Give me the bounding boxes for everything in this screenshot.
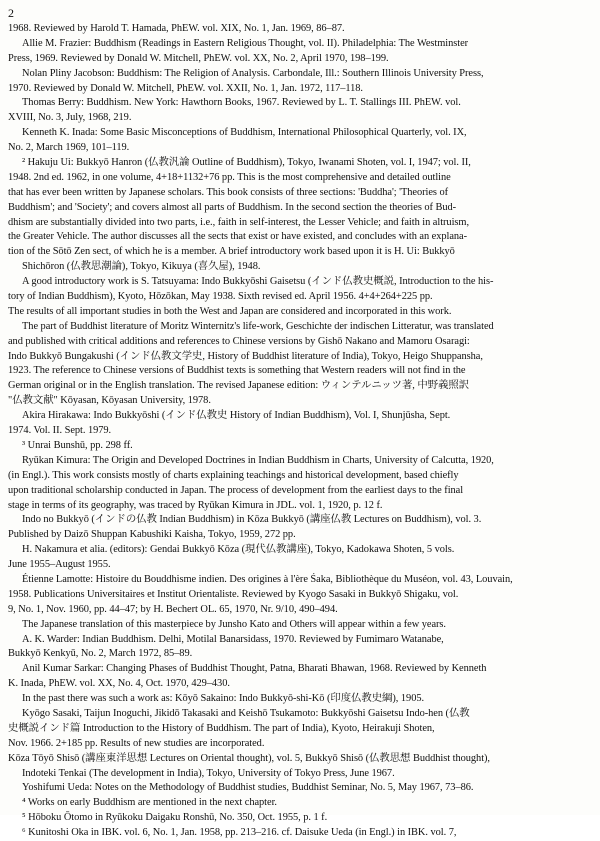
text-line: 1948. 2nd ed. 1962, in one volume, 4+18+1132+76 pp. This is the most comprehensive and detailed outline	[8, 171, 451, 183]
text-line: Ryūkan Kimura: The Origin and Developed Doctrines in Indian Buddhism in Charts, University of Calcutta, 1920,	[22, 454, 494, 466]
text-line: XVIII, No. 3, July, 1968, 219.	[8, 112, 132, 124]
text-line: Anil Kumar Sarkar: Changing Phases of Buddhist Thought, Patna, Bharati Bhawan, 1968. Reviewed by Kenneth	[22, 663, 487, 675]
text-line: The Japanese translation of this masterpiece by Junsho Kato and Others will appear within a few years.	[22, 618, 446, 630]
text-line: Shichōron (仏教思潮論), Tokyo, Kikuya (喜久屋), 1948.	[22, 261, 261, 273]
text-line: Étienne Lamotte: Histoire du Bouddhisme indien. Des origines à l'ère Śaka, Bibliothèque du Muséon, vol. 43, Louvain,	[22, 573, 513, 585]
text-line: Indo Bukkyō Bungakushi (インド仏教文学史, History of Buddhist literature of India), Tokyo, Heigo Shuppansha,	[8, 350, 483, 362]
text-line: 9, No. 1, Nov. 1960, pp. 44–47; by H. Bechert OL. 65, 1970, Nr. 9/10, 490–494.	[8, 603, 338, 615]
text-line: tion of the Sōtō Zen sect, of which he is a member. A brief introductory work based upon it is H. Ui: Bukkyō	[8, 246, 455, 258]
text-line: German original or in the English translation. The revised Japanese edition: ウィンテルニッツ著, 中野義照訳	[8, 380, 470, 392]
text-line: Kenneth K. Inada: Some Basic Misconceptions of Buddhism, International Philosophical Quarterly, vol. IX,	[22, 127, 467, 139]
text-line: "仏教文献" Kōyasan, Kōyasan University, 1978.	[8, 395, 211, 407]
text-line: Kyōgo Sasaki, Taijun Inoguchi, Jikidō Takasaki and Keishō Tsukamoto: Bukkyōshi Gaisetsu Indo-hen (仏教	[22, 707, 470, 719]
text-line: Nolan Pliny Jacobson: Buddhism: The Religion of Analysis. Carbondale, Ill.: Southern Illinois University Press,	[22, 67, 484, 79]
text-line: A good introductory work is S. Tatsuyama: Indo Bukkyōshi Gaisetsu (インド仏教史概説, Introduction to the his-	[22, 276, 494, 288]
text-line: Nov. 1966. 2+185 pp. Results of new studies are incorporated.	[8, 737, 265, 749]
text-line: Buddhism'; and 'Society'; and covers almost all parts of Buddhism. In the second section the theories of Bud-	[8, 201, 457, 213]
text-line: upon traditional scholarship conducted in Japan. The process of development from the earliest days to the final	[8, 484, 464, 496]
text-line: ⁴ Works on early Buddhism are mentioned in the next chapter.	[22, 797, 277, 809]
text-line: Kōza Tōyō Shisō (講座東洋思想 Lectures on Oriental thought), vol. 5, Bukkyō Shisō (仏教思想 Buddhist thought),	[8, 752, 490, 764]
text-line: Akira Hirakawa: Indo Bukkyōshi (インド仏教史 History of Indian Buddhism), Vol. I, Shunjūsha, Sept.	[22, 410, 451, 422]
text-line: dhism are substantially divided into two parts, i.e., faith in self-interest, the Lesser Vehicle; and faith in altruism,	[8, 216, 469, 228]
text-line: A. K. Warder: Indian Buddhism. Delhi, Motilal Banarsidass, 1970. Reviewed by Fumimaro Watanabe,	[22, 633, 444, 645]
text-line: ³ Unrai Bunshū, pp. 298 ff.	[22, 439, 133, 451]
text-line: ⁵ Hōboku Ōtomo in Ryūkoku Daigaku Ronshū, No. 350, Oct. 1955, p. 1 f.	[22, 812, 328, 824]
text-line: Indoteki Tenkai (The development in India), Tokyo, University of Tokyo Press, June 1967.	[22, 767, 395, 779]
text-line: ² Hakuju Ui: Bukkyō Hanron (仏教汎論 Outline of Buddhism), Tokyo, Iwanami Shoten, vol. I, 1947; vol. II,	[22, 157, 471, 169]
text-line: No. 2, March 1969, 101–119.	[8, 142, 130, 154]
text-line: stage in terms of its geography, was traced by Ryūkan Kimura in JDL. vol. 1, 1920, p. 12 f.	[8, 499, 383, 511]
text-line: June 1955–August 1955.	[8, 559, 111, 571]
text-line: Indo no Bukkyō (インドの仏教 Indian Buddhism) in Kōza Bukkyō (講座仏教 Lectures on Buddhism), vol. 3.	[22, 514, 482, 526]
text-line: tory of Indian Buddhism), Kyoto, Hōzōkan, May 1938. Sixth revised ed. April 1956. 4+4+264+225 pp.	[8, 291, 433, 303]
footnote-text-body	[8, 22, 594, 841]
text-line: Allie M. Frazier: Buddhism (Readings in Eastern Religious Thought, vol. II). Philadelphia: The Westminster	[22, 37, 469, 49]
text-line: Published by Daizō Shuppan Kabushiki Kaisha, Tokyo, 1959, 272 pp.	[8, 529, 296, 541]
text-line: 1974. Vol. II. Sept. 1979.	[8, 425, 112, 437]
text-line: 1923. The reference to Chinese versions of Buddhist texts is something that Western readers will not find in the	[8, 365, 466, 377]
text-line: 1970. Reviewed by Donald W. Mitchell, PhEW. vol. XXII, No. 1, Jan. 1972, 117–118.	[8, 82, 363, 94]
text-line: Press, 1969. Reviewed by Donald W. Mitchell, PhEW. vol. XX, No. 2, April 1970, 198–199.	[8, 52, 389, 64]
text-line: Bukkyō Kenkyū, No. 2, March 1972, 85–89.	[8, 648, 193, 660]
text-line: The part of Buddhist literature of Moritz Winternitz's life-work, Geschichte der indischen Litteratur, was translated	[22, 320, 494, 332]
text-line: that has ever been written by Japanese scholars. This book consists of three sections: 'Buddha'; 'Theories of	[8, 186, 449, 198]
text-line: the Greater Vehicle. The author discusses all the sects that exist or have existed, and concludes with an explana-	[8, 231, 468, 243]
text-line: In the past there was such a work as: Kōyō Sakaino: Indo Bukkyō-shi-Kō (印度仏教史綱), 1905.	[22, 693, 425, 705]
page-number: 2	[8, 6, 14, 20]
text-line: Yoshifumi Ueda: Notes on the Methodology of Buddhist studies, Buddhist Seminar, No. 5, May 1967, 73–86.	[22, 782, 474, 794]
text-line: K. Inada, PhEW. vol. XX, No. 4, Oct. 1970, 429–430.	[8, 678, 230, 690]
text-line: 1968. Reviewed by Harold T. Hamada, PhEW. vol. XIX, No. 1, Jan. 1969, 86–87.	[8, 23, 345, 34]
text-line: and published with critical additions and references to Chinese versions by Gishō Nakano and Mamoru Osaragi:	[8, 335, 470, 347]
text-line: H. Nakamura et alia. (editors): Gendai Bukkyō Kōza (現代仏教講座), Tokyo, Kadokawa Shoten, 5 vols.	[22, 544, 455, 556]
text-line: 1958. Publications Universitaires et Institut Orientaliste. Reviewed by Kyogo Sasaki in Bukkyō Shigaku, vol.	[8, 588, 459, 600]
text-line: The results of all important studies in both the West and Japan are considered and incorporated in this work.	[8, 305, 452, 317]
text-line: Thomas Berry: Buddhism. New York: Hawthorn Books, 1967. Reviewed by L. T. Stallings III. PhEW. vol.	[22, 97, 461, 109]
text-line: 史概説インド篇 Introduction to the History of Buddhism. The part of India), Kyoto, Heirakuji Shoten,	[8, 722, 435, 734]
text-line: ⁶ Kunitoshi Oka in IBK. vol. 6, No. 1, Jan. 1958, pp. 213–216. cf. Daisuke Ueda (in Engl.) in IBK. vol. 7,	[22, 827, 457, 839]
text-line: (in Engl.). This work consists mostly of charts explaining teachings and historical development, based chiefly	[8, 469, 459, 481]
